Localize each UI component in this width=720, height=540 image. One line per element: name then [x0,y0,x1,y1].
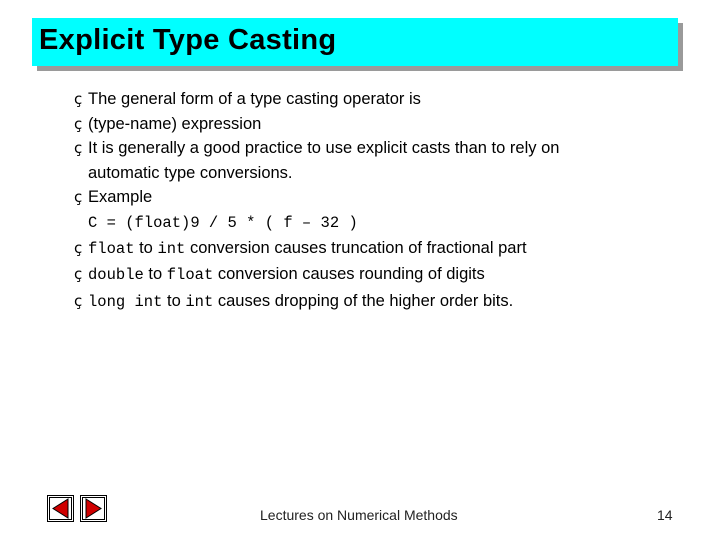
bullet-icon: ç [74,114,83,133]
bullet-item [74,112,674,137]
bullet-item [74,87,674,112]
bullet-icon: ç [74,238,83,257]
prev-slide-button[interactable] [47,495,74,522]
bullet-text: It is generally a good practice to use explicit casts than to rely on [88,139,560,157]
code-token: int [157,239,186,258]
bullet-item [74,136,674,185]
bullet-icon: ç [74,188,83,206]
bullet-item [74,185,674,210]
bullet-text: to [162,291,186,310]
bullet-text: to [134,238,158,257]
triangle-left-icon [47,495,74,522]
code-example: C = (float)9 / 5 * ( f – 32 ) [88,213,358,232]
bullet-icon: ç [74,291,83,310]
bullet-text: Example [88,188,153,206]
code-token: long int [88,292,163,311]
triangle-right-icon [80,495,107,522]
code-token: float [166,266,214,284]
bullet-text-continued: automatic type conversions. [88,163,293,182]
bullet-text: conversion causes truncation of fractional part [185,238,527,257]
bullet-text: conversion causes rounding of digits [213,265,485,283]
bullet-text: The general form of a type casting operator is [88,90,421,108]
code-token: float [88,239,135,258]
title-banner [32,18,678,66]
bullet-text: to [143,265,167,283]
bullet-icon: ç [74,139,83,157]
bullet-icon: ç [74,90,83,108]
code-token: double [88,266,144,284]
bullet-text: (type-name) expression [88,114,262,133]
bullet-icon: ç [74,265,83,283]
slide-title: Explicit Type Casting [39,24,337,56]
bullet-item [74,289,674,314]
code-token: int [185,292,214,311]
bullet-item [74,236,674,261]
page-number: 14 [657,507,673,523]
next-slide-button[interactable] [80,495,107,522]
footer-course-title: Lectures on Numerical Methods [260,507,458,523]
slide-body [74,87,674,313]
bullet-text: causes dropping of the higher order bits. [213,291,514,310]
bullet-item [74,262,674,287]
